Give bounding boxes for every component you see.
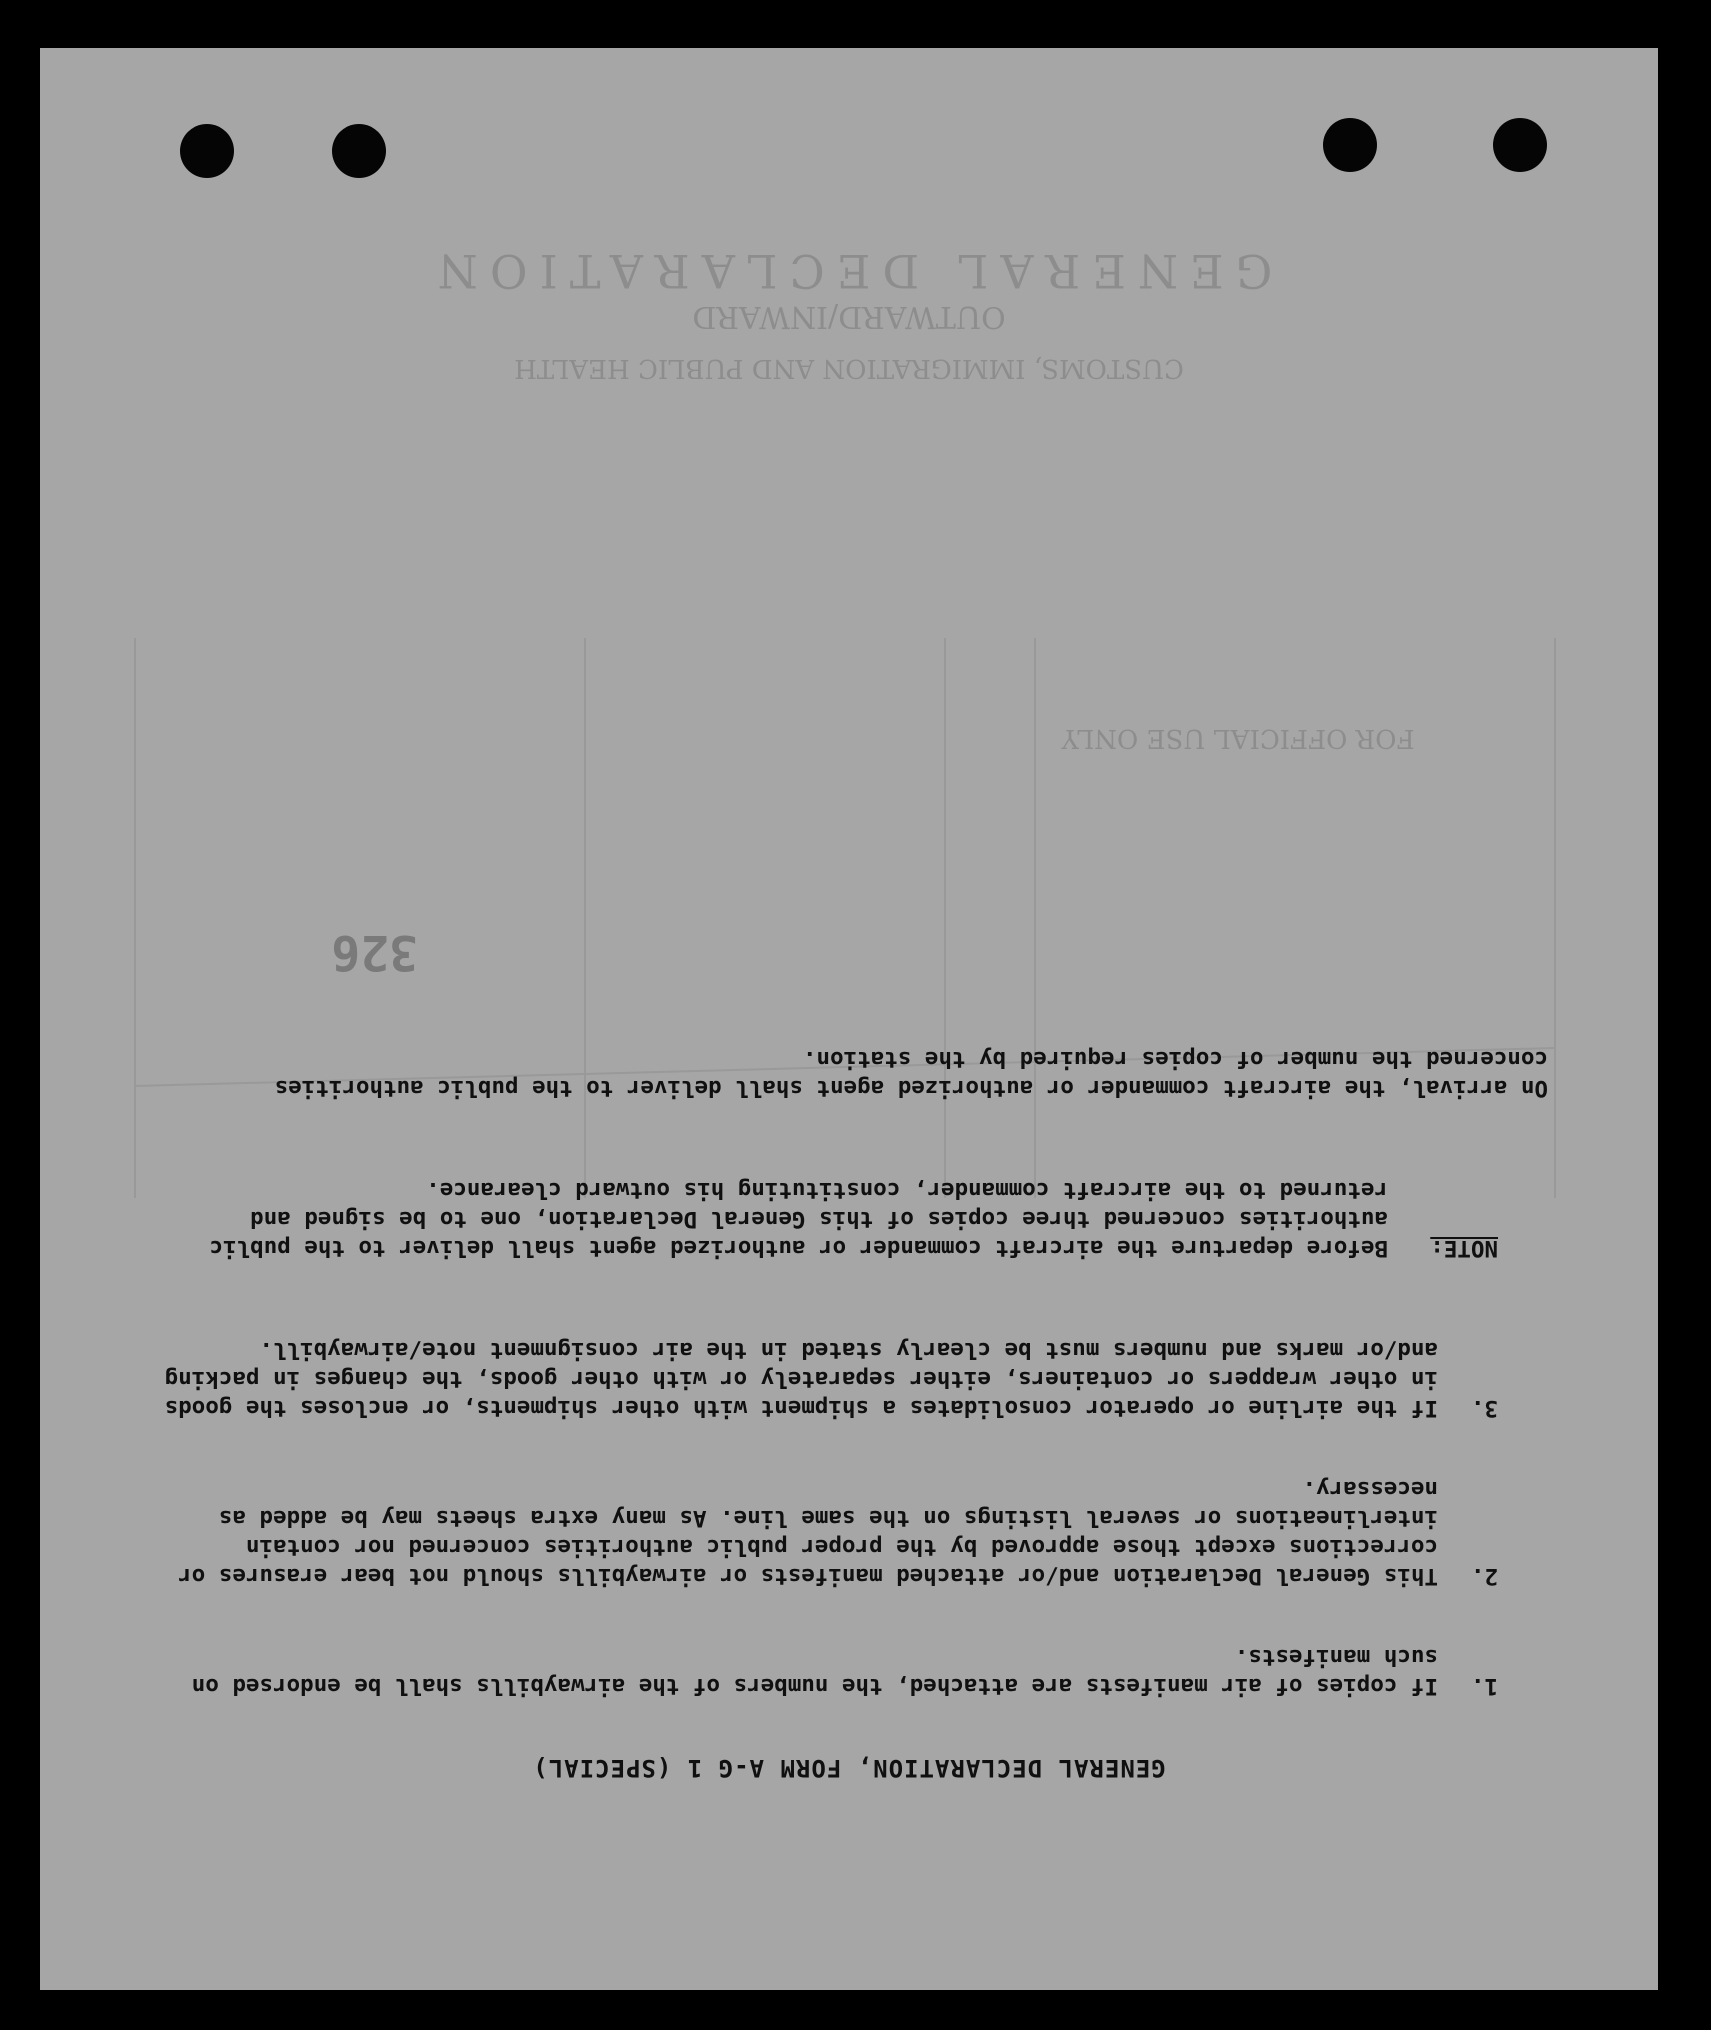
page-number: 326 (331, 924, 418, 980)
item-text: If copies of air manifests are attached, the numbers of the airwaybills shall be endorsed on such manifests. (191, 1644, 1438, 1699)
document-page (40, 48, 1658, 1990)
item-3 (148, 1335, 1498, 1422)
item-1 (148, 1642, 1498, 1700)
ghost-agency: CUSTOMS, IMMIGRATION AND PUBLIC HEALTH (514, 353, 1184, 383)
note-text: Before departure the aircraft commander or authorized agent shall deliver to the public authorities concerned three copies of this General Declaration, one to be signed and returned to the aircraft commander, constituting his outward clearance. (209, 1177, 1388, 1261)
ghost-heading: GENERAL DECLARATION (425, 244, 1273, 298)
item-number: 2. (1470, 1563, 1498, 1589)
form-title: GENERAL DECLARATION, FORM A-G 1 (SPECIAL) (532, 1754, 1166, 1782)
item-text: If the airline or operator consolidates a shipment with other shipments, or encloses the goods in other wrappers or containers, either separately or with other goods, the changes in packing and/or marks and numbers must be clearly stated in the air consignment note/airwaybill. (164, 1337, 1438, 1421)
ghost-official-use: FOR OFFICIAL USE ONLY (1061, 723, 1415, 753)
item-number: 3. (1470, 1395, 1498, 1421)
arrival-text: On arrival, the aircraft commander or authorized agent shall deliver to the public authorities concerned the number of copies required by the station. (274, 1046, 1548, 1101)
item-text: This General Declaration and/or attached manifests or airwaybills should not bear erasures or corrections except those approved by the proper public authorities concerned nor contain interlineations or several listings on the same line. As many extra sheets may be added as necessary. (178, 1476, 1438, 1589)
item-2 (148, 1474, 1498, 1590)
note-label: NOTE: (1430, 1235, 1498, 1261)
upside-down-content (40, 48, 1658, 1990)
ghost-subheading: OUTWARD/INWARD (692, 299, 1006, 334)
item-number: 1. (1470, 1673, 1498, 1699)
arrival-paragraph (198, 1044, 1548, 1102)
note-paragraph (148, 1175, 1498, 1262)
